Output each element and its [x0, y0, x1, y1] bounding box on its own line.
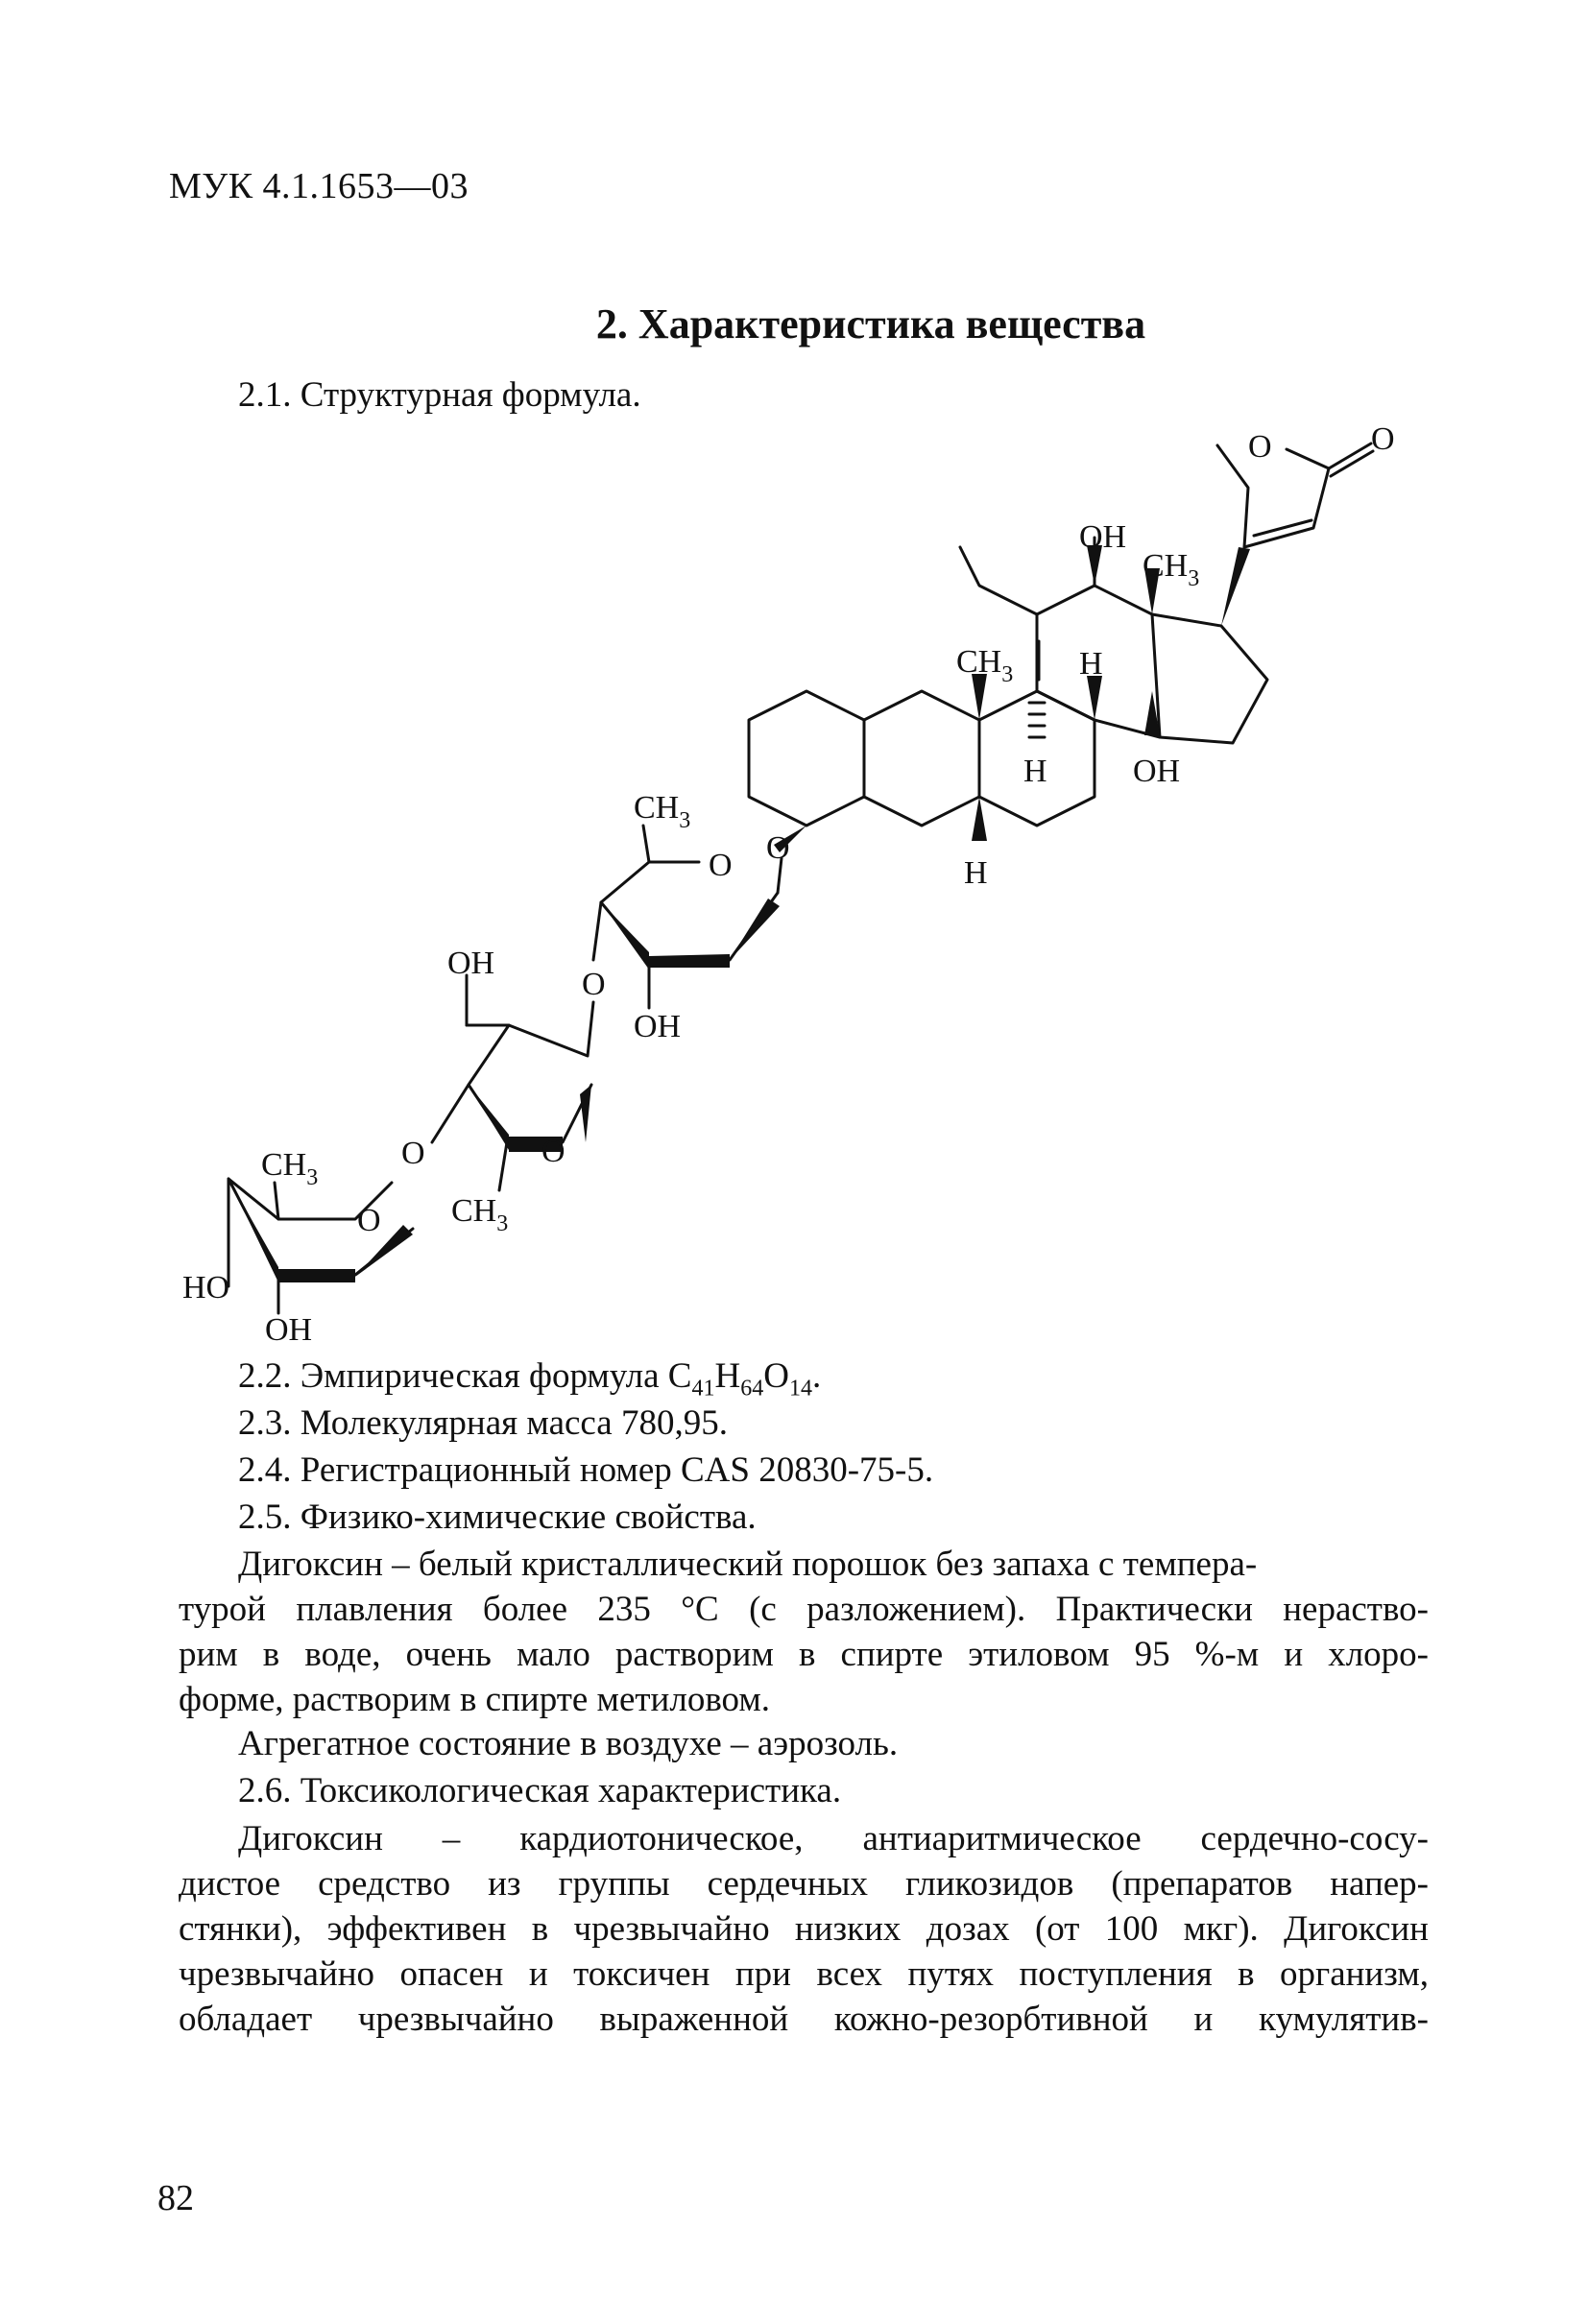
- lactone-o-ring: O: [1248, 429, 1272, 465]
- subsection-2-4: 2.4. Регистрационный номер CAS 20830-75-5.: [238, 1450, 934, 1490]
- sugar2-oh: OH: [447, 946, 495, 981]
- subsection-2-3: 2.3. Молекулярная масса 780,95.: [238, 1403, 728, 1443]
- page-number: 82: [157, 2178, 194, 2218]
- document-id: МУК 4.1.1653—03: [169, 166, 469, 206]
- sugar3-o: O: [357, 1203, 381, 1238]
- hashed-h-9: [1029, 703, 1045, 737]
- sugar2-ch3: $CH_3$: [451, 1193, 509, 1236]
- h-9: H: [1023, 754, 1047, 789]
- section-title: 2. Характеристика вещества: [595, 300, 1146, 347]
- ch3-13: $CH_3$: [1143, 548, 1200, 591]
- paragraph-toxicology: Дигоксин – кардиотоническое, антиаритмическое сердечно-сосу- дистое средство из группы сердечных гликозидов (препаратов напер- стянки), эффективен в чрезвычайно низких дозах (от 100 мкг). Дигоксин чрезвычайно опасен и токсичен при всех путях поступления в организм, обладает чрезвычайно выраженной кожно-резорбтивной и кумулятив-: [179, 1819, 1429, 2039]
- oh-12: OH: [1079, 519, 1127, 555]
- h-8: H: [1079, 646, 1103, 682]
- sugar-2: [401, 946, 593, 1236]
- h-5: H: [964, 855, 988, 891]
- subsection-2-5: 2.5. Физико-химические свойства.: [238, 1497, 757, 1537]
- sugar3-oh: OH: [265, 1312, 313, 1344]
- subsection-2-1: 2.1. Структурная формула.: [238, 375, 641, 415]
- lactone-ring: [1217, 421, 1395, 547]
- sugar3-ch3: $CH_3$: [261, 1147, 319, 1190]
- sugar1-oh: OH: [634, 1009, 682, 1044]
- subsection-2-6: 2.6. Токсикологическая характеристика.: [238, 1771, 842, 1810]
- link12-o: O: [582, 967, 606, 1002]
- sugar1-ch3: $CH_3$: [634, 790, 691, 833]
- sugar2-o: O: [541, 1134, 565, 1169]
- o-3: O: [766, 830, 790, 866]
- oh-14: OH: [1133, 754, 1181, 789]
- sugar-1: [582, 790, 782, 1044]
- link23-o: O: [401, 1136, 425, 1171]
- paragraph-properties: Дигоксин – белый кристаллический порошок без запаха с темпера- турой плавления более 235 °С (с разложением). Практически нераство- рим в воде, очень мало растворим в спирте этиловом 95 %-м и хлоро- форме, растворим в спирте метиловом.: [179, 1545, 1429, 1719]
- structural-formula: [0, 403, 1588, 1344]
- sugar1-o: O: [709, 848, 733, 883]
- sugar-3: [182, 1147, 413, 1344]
- sugar3-ho: HO: [182, 1270, 230, 1306]
- paragraph-aggregate-state: Агрегатное состояние в воздухе – аэрозоль.: [238, 1724, 899, 1763]
- subsection-2-2: 2.2. Эмпирическая формула $C_{41}H_{64}O_{14}$.: [238, 1356, 822, 1402]
- ch3-10: $CH_3$: [956, 644, 1014, 687]
- lactone-o-carbonyl: O: [1371, 421, 1395, 457]
